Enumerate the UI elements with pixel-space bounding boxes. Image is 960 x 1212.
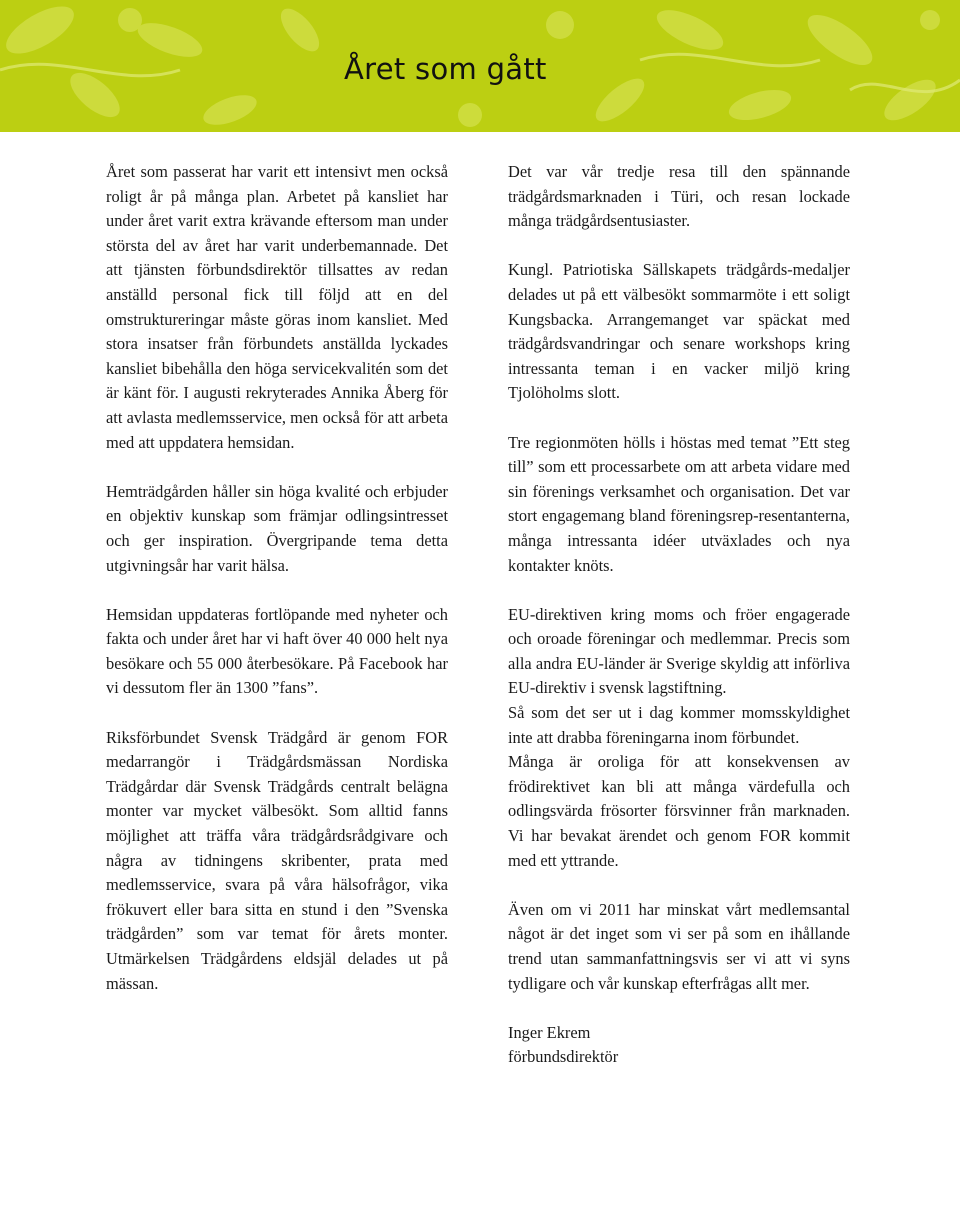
signature-role: förbundsdirektör [508,1047,619,1067]
paragraph-medaljer: Kungl. Patriotiska Sällskapets trädgårds-medaljer delades ut på ett välbesökt sommarmöte i ett soligt Kungsbacka. Arrangemanget var späckat med trädgårdsvandringar och senare workshops kring intressanta teman i en vacker miljö kring Tjolöholms slott. [508,260,850,403]
paragraph-frodirektiv: Många är oroliga för att konsekvensen av frödirektivet kan bli att många värdefulla och odlingsvärda frösorter försvinner från marknaden. Vi har bevakat ärendet och genom FOR kommit med ett yttrande. [508,752,850,870]
page-title: Året som gått [344,52,547,86]
paragraph-moms: Så som det ser ut i dag kommer momsskyldighet inte att drabba föreningarna inom förbundet. [508,703,850,747]
paragraph-resa: Det var vår tredje resa till den spännande trädgårdsmarknaden i Türi, och resan lockade många trädgårdsentusiaster. [508,162,850,231]
signature-name: Inger Ekrem [508,1022,591,1042]
paragraph-regionmoten: Tre regionmöten hölls i höstas med temat ”Ett steg till” som ett processarbete om att arbeta vidare med sin förenings verksamhet och organisation. Det var stort engagemang bland föreningsrep-resentanterna, många intressanta idéer utväxlades och nya kontakter knöts. [508,432,850,575]
paragraph-riksforbundet: Riksförbundet Svensk Trädgård är genom FOR medarrangör i Trädgårdsmässan Nordiska Trädgårdar där Svensk Trädgårds centralt belägna monter var mycket välbesökt. Som alltid fanns möjlighet att träffa våra trädgårdsrådgivare och några av tidningens skribenter, prata med medlemsservice, svara på våra hälsofrågor, vika frökuvert eller bara sitta en stund i den ”Svenska trädgården” som var temat för årets monter. Utmärkelsen Trädgårdens eldsjäl delades ut på mässan. [106,727,448,993]
left-column [106,160,448,996]
paragraph-intro: Året som passerat har varit ett intensivt men också roligt år på många plan. Arbetet på kansliet har under året varit extra krävande eftersom man under största del av året har varit underbemannade. Det att tjänsten förbundsdirektör tillsattes av redan anställd personal fick till följd att en del omstruktureringar måste göras inom kansliet. Med stora insatser från förbundets anställda lyckades kansliet bibehålla den höga servicekvalitén som det är känt för. I augusti rekryterades Annika Åberg för att avlasta medlemsservice, men också för att arbeta med att uppdatera hemsidan. [106,162,448,452]
right-column [508,160,850,1070]
paragraph-medlemsantal: Även om vi 2011 har minskat vårt medlemsantal något är det inget som vi ser på som en ihållande trend utan sammanfattningsvis ser vi att vi syns tydligare och vår kunskap efterfrågas allt mer. [508,899,850,993]
header-banner [0,0,960,132]
paragraph-eu-direktiv: EU-direktiven kring moms och fröer engagerade och oroade föreningar och medlemmar. Precis som alla andra EU-länder är Sverige skyldig att införliva EU-direktiv i svensk lagstiftning. [508,604,850,698]
paragraph-hemsidan: Hemsidan uppdateras fortlöpande med nyheter och fakta och under året har vi haft över 40 000 helt nya besökare och 55 000 återbesökare. På Facebook har vi dessutom fler än 1300 ”fans”. [106,604,448,698]
paragraph-hemtradgarden: Hemträdgården håller sin höga kvalité och erbjuder en objektiv kunskap som främjar odlingsintresset och ger inspiration. Övergripande tema detta utgivningsår har varit hälsa. [106,481,448,575]
